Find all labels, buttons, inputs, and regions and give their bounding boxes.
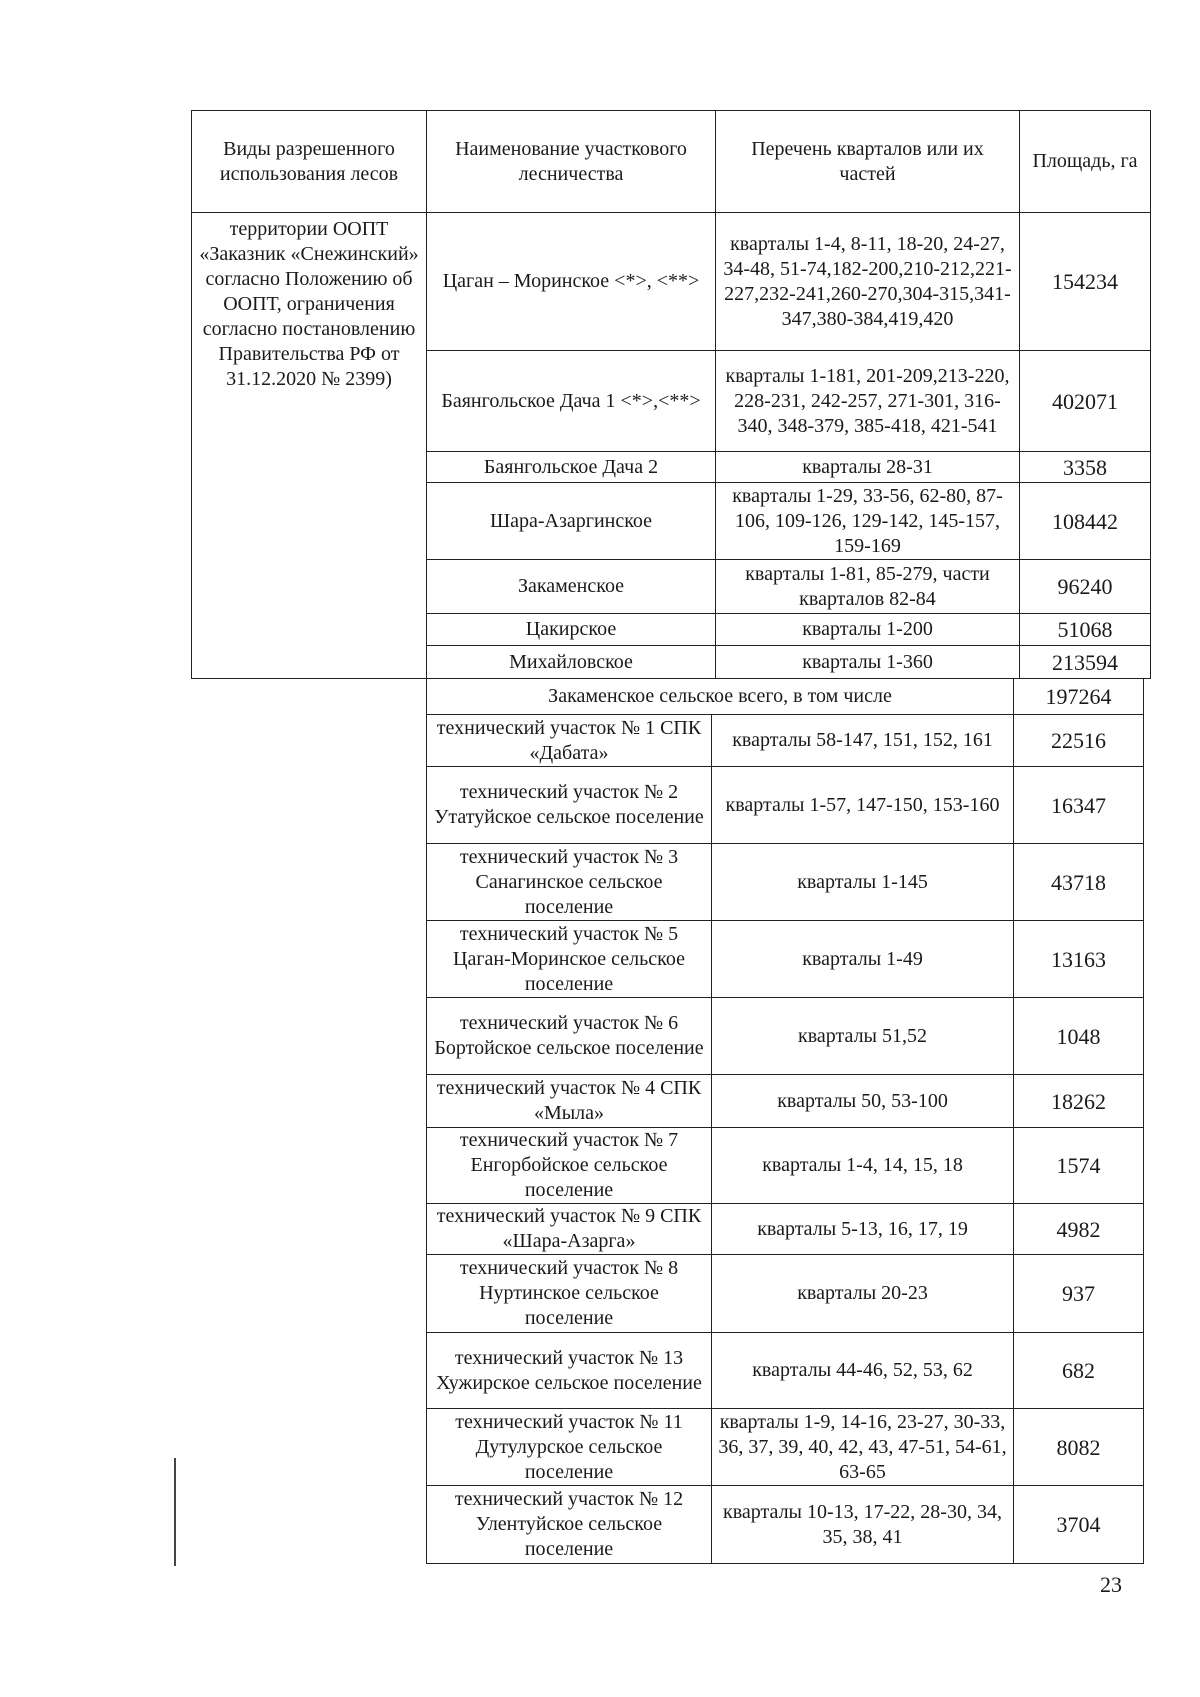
- blocks-list: кварталы 10-13, 17-22, 28-30, 34, 35, 38, 41: [712, 1486, 1014, 1564]
- forestry-name: Шара-Азаргинское: [427, 483, 716, 560]
- forestry-name: Цакирское: [427, 614, 716, 646]
- blocks-list: кварталы 50, 53-100: [712, 1075, 1014, 1128]
- section-name: технический участок № 8 Нуртинское сельское поселение: [427, 1255, 712, 1333]
- table-row: [427, 767, 1144, 844]
- blocks-list: кварталы 28-31: [716, 452, 1020, 483]
- area-value: 937: [1014, 1255, 1144, 1333]
- table-row: [427, 844, 1144, 921]
- area-value: 43718: [1014, 844, 1144, 921]
- subtotal-row: [427, 679, 1144, 715]
- header-area: Площадь, га: [1020, 111, 1151, 213]
- table-row: [427, 998, 1144, 1075]
- table-row: [427, 715, 1144, 767]
- blocks-list: кварталы 5-13, 16, 17, 19: [712, 1204, 1014, 1255]
- section-name: технический участок № 7 Енгорбойское сельское поселение: [427, 1128, 712, 1204]
- blocks-list: кварталы 1-49: [712, 921, 1014, 998]
- area-value: 16347: [1014, 767, 1144, 844]
- table-row: [427, 1333, 1144, 1409]
- subdivision-table: [426, 678, 1144, 1564]
- margin-line: [174, 1458, 176, 1566]
- blocks-list: кварталы 1-81, 85-279, части кварталов 82-84: [716, 560, 1020, 614]
- area-value: 108442: [1020, 483, 1151, 560]
- forest-use-table: [191, 110, 1151, 679]
- area-value: 4982: [1014, 1204, 1144, 1255]
- area-value: 1048: [1014, 998, 1144, 1075]
- section-name: технический участок № 6 Бортойское сельское поселение: [427, 998, 712, 1075]
- section-name: технический участок № 1 СПК «Дабата»: [427, 715, 712, 767]
- blocks-list: кварталы 1-4, 14, 15, 18: [712, 1128, 1014, 1204]
- blocks-list: кварталы 1-200: [716, 614, 1020, 646]
- table-row: [427, 1255, 1144, 1333]
- table-row: [427, 1075, 1144, 1128]
- blocks-list: кварталы 20-23: [712, 1255, 1014, 1333]
- section-name: технический участок № 4 СПК «Мыла»: [427, 1075, 712, 1128]
- subtotal-area: 197264: [1014, 679, 1144, 715]
- blocks-list: кварталы 44-46, 52, 53, 62: [712, 1333, 1014, 1409]
- forestry-name: Баянгольское Дача 1 <*>,<**>: [427, 351, 716, 452]
- blocks-list: кварталы 1-9, 14-16, 23-27, 30-33, 36, 37, 39, 40, 42, 43, 47-51, 54-61, 63-65: [712, 1409, 1014, 1486]
- table-row: [427, 1486, 1144, 1564]
- section-name: технический участок № 13 Хужирское сельское поселение: [427, 1333, 712, 1409]
- section-name: технический участок № 9 СПК «Шара-Азарга»: [427, 1204, 712, 1255]
- blocks-list: кварталы 1-360: [716, 646, 1020, 679]
- blocks-list: кварталы 1-57, 147-150, 153-160: [712, 767, 1014, 844]
- area-value: 22516: [1014, 715, 1144, 767]
- section-name: технический участок № 11 Дутулурское сельское поселение: [427, 1409, 712, 1486]
- table-row: [427, 1204, 1144, 1255]
- area-value: 96240: [1020, 560, 1151, 614]
- forestry-name: Закаменское: [427, 560, 716, 614]
- header-use: Виды разрешенного использования лесов: [192, 111, 427, 213]
- section-name: технический участок № 3 Санагинское сельское поселение: [427, 844, 712, 921]
- area-value: 402071: [1020, 351, 1151, 452]
- forestry-name: Михайловское: [427, 646, 716, 679]
- subtotal-label: Закаменское сельское всего, в том числе: [427, 679, 1014, 715]
- area-value: 18262: [1014, 1075, 1144, 1128]
- table-row: [427, 1409, 1144, 1486]
- area-value: 3704: [1014, 1486, 1144, 1564]
- area-value: 8082: [1014, 1409, 1144, 1486]
- forestry-name: Баянгольское Дача 2: [427, 452, 716, 483]
- forestry-name: Цаган – Моринское <*>, <**>: [427, 213, 716, 351]
- blocks-list: кварталы 1-29, 33-56, 62-80, 87-106, 109-126, 129-142, 145-157, 159-169: [716, 483, 1020, 560]
- area-value: 213594: [1020, 646, 1151, 679]
- table-row: [427, 1128, 1144, 1204]
- area-value: 3358: [1020, 452, 1151, 483]
- table-header-row: [192, 111, 1151, 213]
- section-name: технический участок № 2 Утатуйское сельское поселение: [427, 767, 712, 844]
- header-forestry: Наименование участкового лесничества: [427, 111, 716, 213]
- area-value: 682: [1014, 1333, 1144, 1409]
- blocks-list: кварталы 1-145: [712, 844, 1014, 921]
- page-number: 23: [1100, 1572, 1122, 1597]
- area-value: 13163: [1014, 921, 1144, 998]
- area-value: 51068: [1020, 614, 1151, 646]
- blocks-list: кварталы 1-181, 201-209,213-220, 228-231, 242-257, 271-301, 316-340, 348-379, 385-418, 421-541: [716, 351, 1020, 452]
- use-type-cell: территории ООПТ «Заказник «Снежинский» согласно Положению об ООПТ, ограничения согласно постановлению Правительства РФ от 31.12.2020 № 2399): [192, 213, 427, 679]
- area-value: 154234: [1020, 213, 1151, 351]
- section-name: технический участок № 5 Цаган-Моринское сельское поселение: [427, 921, 712, 998]
- blocks-list: кварталы 1-4, 8-11, 18-20, 24-27, 34-48, 51-74,182-200,210-212,221-227,232-241,260-270,304-315,341-347,380-384,419,420: [716, 213, 1020, 351]
- header-blocks: Перечень кварталов или их частей: [716, 111, 1020, 213]
- area-value: 1574: [1014, 1128, 1144, 1204]
- blocks-list: кварталы 58-147, 151, 152, 161: [712, 715, 1014, 767]
- table-row: [192, 213, 1151, 351]
- table-row: [427, 921, 1144, 998]
- blocks-list: кварталы 51,52: [712, 998, 1014, 1075]
- section-name: технический участок № 12 Улентуйское сельское поселение: [427, 1486, 712, 1564]
